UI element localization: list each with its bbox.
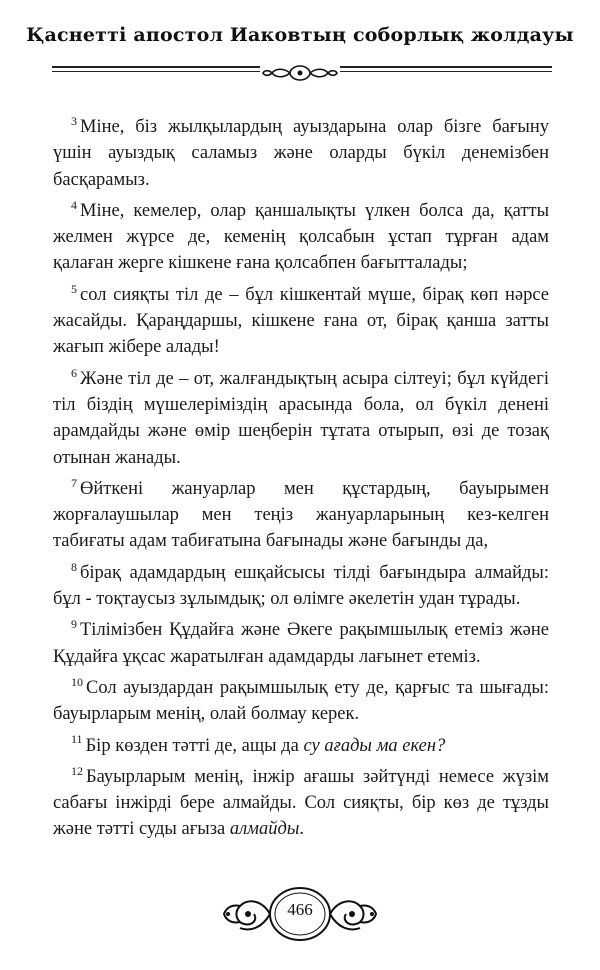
verse-5 [53,282,549,361]
verse-text: Сол ауыздардан рақымшылық ету де, қарғыс та шығады: бауырларым менің, олай болмау керек. [53,677,549,725]
verse-text: Бауырларым менің, інжір ағашы зәйтүнді немесе жүзім сабағы інжірді бере алмайды. Сол сияқты, бір көз де тұзды және тәтті суды ағыза [53,766,549,840]
verse-text: сол сияқты тіл де – бұл кішкентай мүше, бірақ көп нәрсе жасайды. Қараңдаршы, кішкене ғана от, бірақ қанша затты жағып жібере алады! [53,284,549,358]
verse-number: 7 [71,475,77,490]
verse-11 [53,733,549,759]
verses-text [53,114,549,848]
verse-text: Міне, кемелер, олар қаншалықты үлкен болса да, қатты желмен жүрсе де, кеменің қолсабын ұстап тұрған адам қалаған жерге кішкене ғана қолсабпен бағытталады; [53,200,549,274]
verse-italic-text: су ағады ма екен? [303,735,446,756]
verse-10 [53,675,549,728]
verse-number: 10 [71,674,83,689]
verse-number: 4 [71,197,77,212]
verse-number: 3 [71,113,77,128]
verse-text: Міне, біз жылқылардың ауыздарына олар бізге бағыну үшін ауыздық саламыз және оларды бүкіл денемізбен басқарамыз. [53,117,549,190]
verse-8 [53,560,549,613]
verse-6 [53,366,549,471]
verse-number: 6 [71,365,77,380]
verse-12 [53,764,549,843]
verse-text: Бір көзден тәтті де, ащы да [85,735,304,756]
verse-tail-text: . [299,819,304,840]
verse-text: Тілімізбен Құдайға және Әкеге рақымшылық етеміз және Құдайға ұқсас жаратылған адамдарды лағынет етеміз. [53,620,549,667]
verse-number: 11 [71,732,83,747]
verse-italic-text: алмайды [229,819,300,840]
verse-3 [53,114,549,193]
page-header-title: Қаснетті апостол Иаковтың соборлық жолдауы [26,24,574,46]
verse-9 [53,617,549,670]
verse-7 [53,476,549,555]
verse-number: 8 [71,559,77,574]
verse-number: 12 [71,763,83,778]
verse-4 [53,198,549,277]
header-ornament-icon [260,60,340,86]
verse-text: Және тіл де – от, жалғандықтың асыра сілтеуі; бұл күйдегі тіл біздің мүшелеріміздің арасында бола, ол бүкіл денені арамдайды және өмір шеңберін тұтата отырып, өзі де тозақ отынан жанады. [53,368,549,468]
verse-text: бірақ адамдардың ешқайсысы тілді бағындыра алмайды: бұл - тоқтаусыз зұлымдық; ол өлімге әкелетін удан тұрады. [53,562,549,610]
verse-number: 9 [71,617,77,632]
verse-text: Өйткені жануарлар мен құстардың, бауырымен жорғалаушылар мен теңіз жануарларының кез-келген табиғаты адам табиғатына бағынады және бағынды да, [53,478,549,552]
verse-number: 5 [71,281,77,296]
page-number: 466 [287,900,313,919]
